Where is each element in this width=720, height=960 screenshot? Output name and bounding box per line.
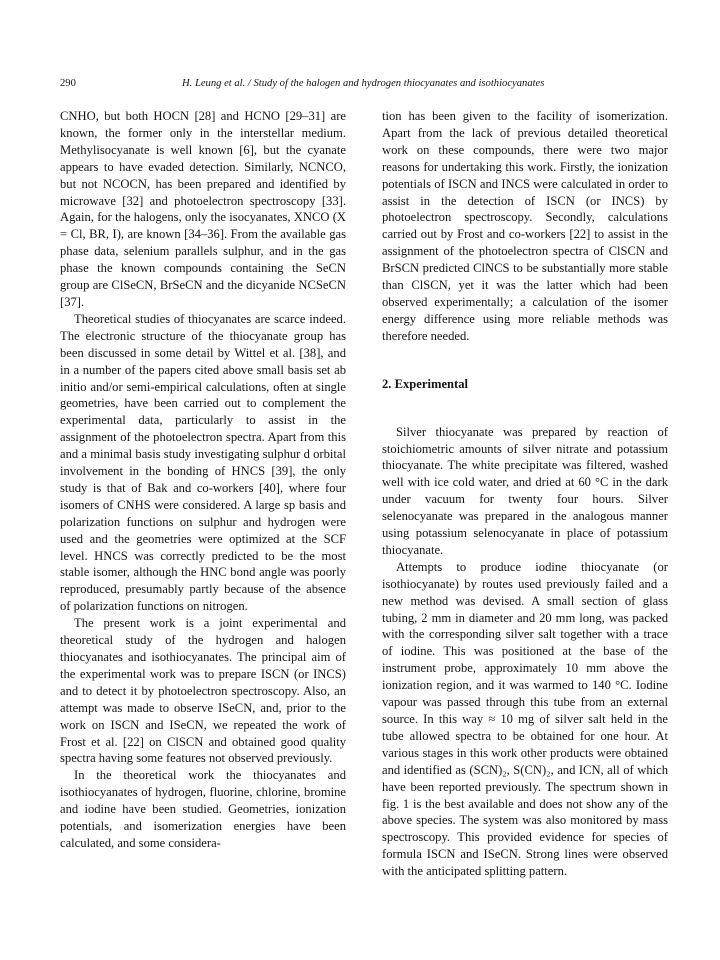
page-header — [60, 78, 660, 94]
right-column — [382, 108, 668, 880]
left-column — [60, 108, 346, 852]
page-number: 290 — [60, 78, 76, 89]
running-head: H. Leung et al. / Study of the halogen and hydrogen thiocyanates and isothiocyanates — [182, 78, 545, 89]
section-heading: 2. Experimental — [382, 376, 469, 391]
paragraph: CNHO, but both HOCN [28] and HCNO [29–31] are known, the former only in the interstellar medium. Methylisocyanate is well known [6], but the cyanate appears to have evaded detection. Similarly, NCNCO, but not NCOCN, has been prepared and identified by microwave [32] and photoelectron spectroscopy [33]. Again, for the halogens, only the isocyanates, XNCO (X = Cl, BR, I), are known [34–36]. From the available gas phase data, selenium parallels sulphur, and in the gas phase the known compounds containing the SeCN group are ClSeCN, BrSeCN and the dicyanide NCSeCN [37]. — [60, 109, 346, 309]
paragraph: The present work is a joint experimental and theoretical study of the hydrogen and halogen thiocyanates and isothiocyanates. The principal aim of the experimental work was to prepare ISCN (or INCS) and to detect it by photoelectron spectroscopy. Also, an attempt was made to observe ISeCN, and, prior to the work on ISCN and ISeCN, we repeated the work of Frost et al. [22] on ClSCN and obtained good quality spectra having some features not observed previously. — [60, 616, 346, 766]
paragraph: In the theoretical work the thiocyanates and isothiocyanates of hydrogen, fluorine, chlorine, bromine and iodine have been studied. Geometries, ionization potentials, and isomerization energies have been calculated, and some considera- — [60, 768, 346, 850]
paragraph: Theoretical studies of thiocyanates are scarce indeed. The electronic structure of the thiocyanate group has been discussed in some detail by Wittel et al. [38], and in a number of the papers cited above small basis set ab initio and/or semi-empirical calculations, often at single geometries, have been carried out to complement the experimental data, particularly to assist in the assignment of the photoelectron spectra. Apart from this and a minimal basis study investigating sulphur d orbital involvement in the bonding of HNCS [39], the only study is that of Bak and co-workers [40], where four isomers of CNHS were considered. A large sp basis and polarization functions on sulphur and hydrogen were used and the geometries were optimized at the SCF level. HNCS was correctly predicted to be the most stable isomer, although the HNC bond angle was poorly reproduced, presumably partly because of the absence of polarization functions on nitrogen. — [60, 311, 346, 614]
paragraph: Attempts to produce iodine thiocyanate (or isothiocyanate) by routes used previously failed and a new method was devised. A small section of glass tubing, 2 mm in diameter and 20 mm long, was packed with the corresponding silver salt together with a trace of iodine. This was positioned at the base of the instrument probe, approximately 10 mm above the ionization region, and it was warmed to 140 °C. Iodine vapour was passed through this tube from an external source. In this way ≈ 10 mg of silver salt held in the tube allowed spectra to be obtained for one hour. At various stages in this work other products were obtained and identified as (SCN)₂, S(CN)₂, and ICN, all of which have been reported previously. The spectrum shown in fig. 1 is the best available and does not show any of the above species. The system was also monitored by mass spectroscopy. This provided evidence for species of formula ISCN and ISeCN. Strong lines were observed with the anticipated splitting pattern. — [382, 559, 668, 879]
paragraph: Silver thiocyanate was prepared by reaction of stoichiometric amounts of silver nitrate and potassium thiocyanate. The white precipitate was filtered, washed well with ice cold water, and dried at 60 °C in the dark under vacuum for twenty four hours. Silver selenocyanate was prepared in the analogous manner using potassium selenocyanate in place of potassium thiocyanate. — [382, 424, 668, 557]
paragraph: tion has been given to the facility of isomerization. Apart from the lack of previous detailed theoretical work on these compounds, there were two major reasons for undertaking this work. Firstly, the ionization potentials of ISCN and INCS were calculated in order to assist in the detection of ISCN (or INCS) by photoelectron spectroscopy. Secondly, calculations carried out by Frost and co-workers [22] to assist in the assignment of the photoelectron spectra of ClSCN and BrSCN predicted ClNCS to be substantially more stable than ClSCN, yet it was the latter which had been observed experimentally; a calculation of the isomer energy difference using more reliable methods was therefore needed. — [382, 109, 668, 343]
